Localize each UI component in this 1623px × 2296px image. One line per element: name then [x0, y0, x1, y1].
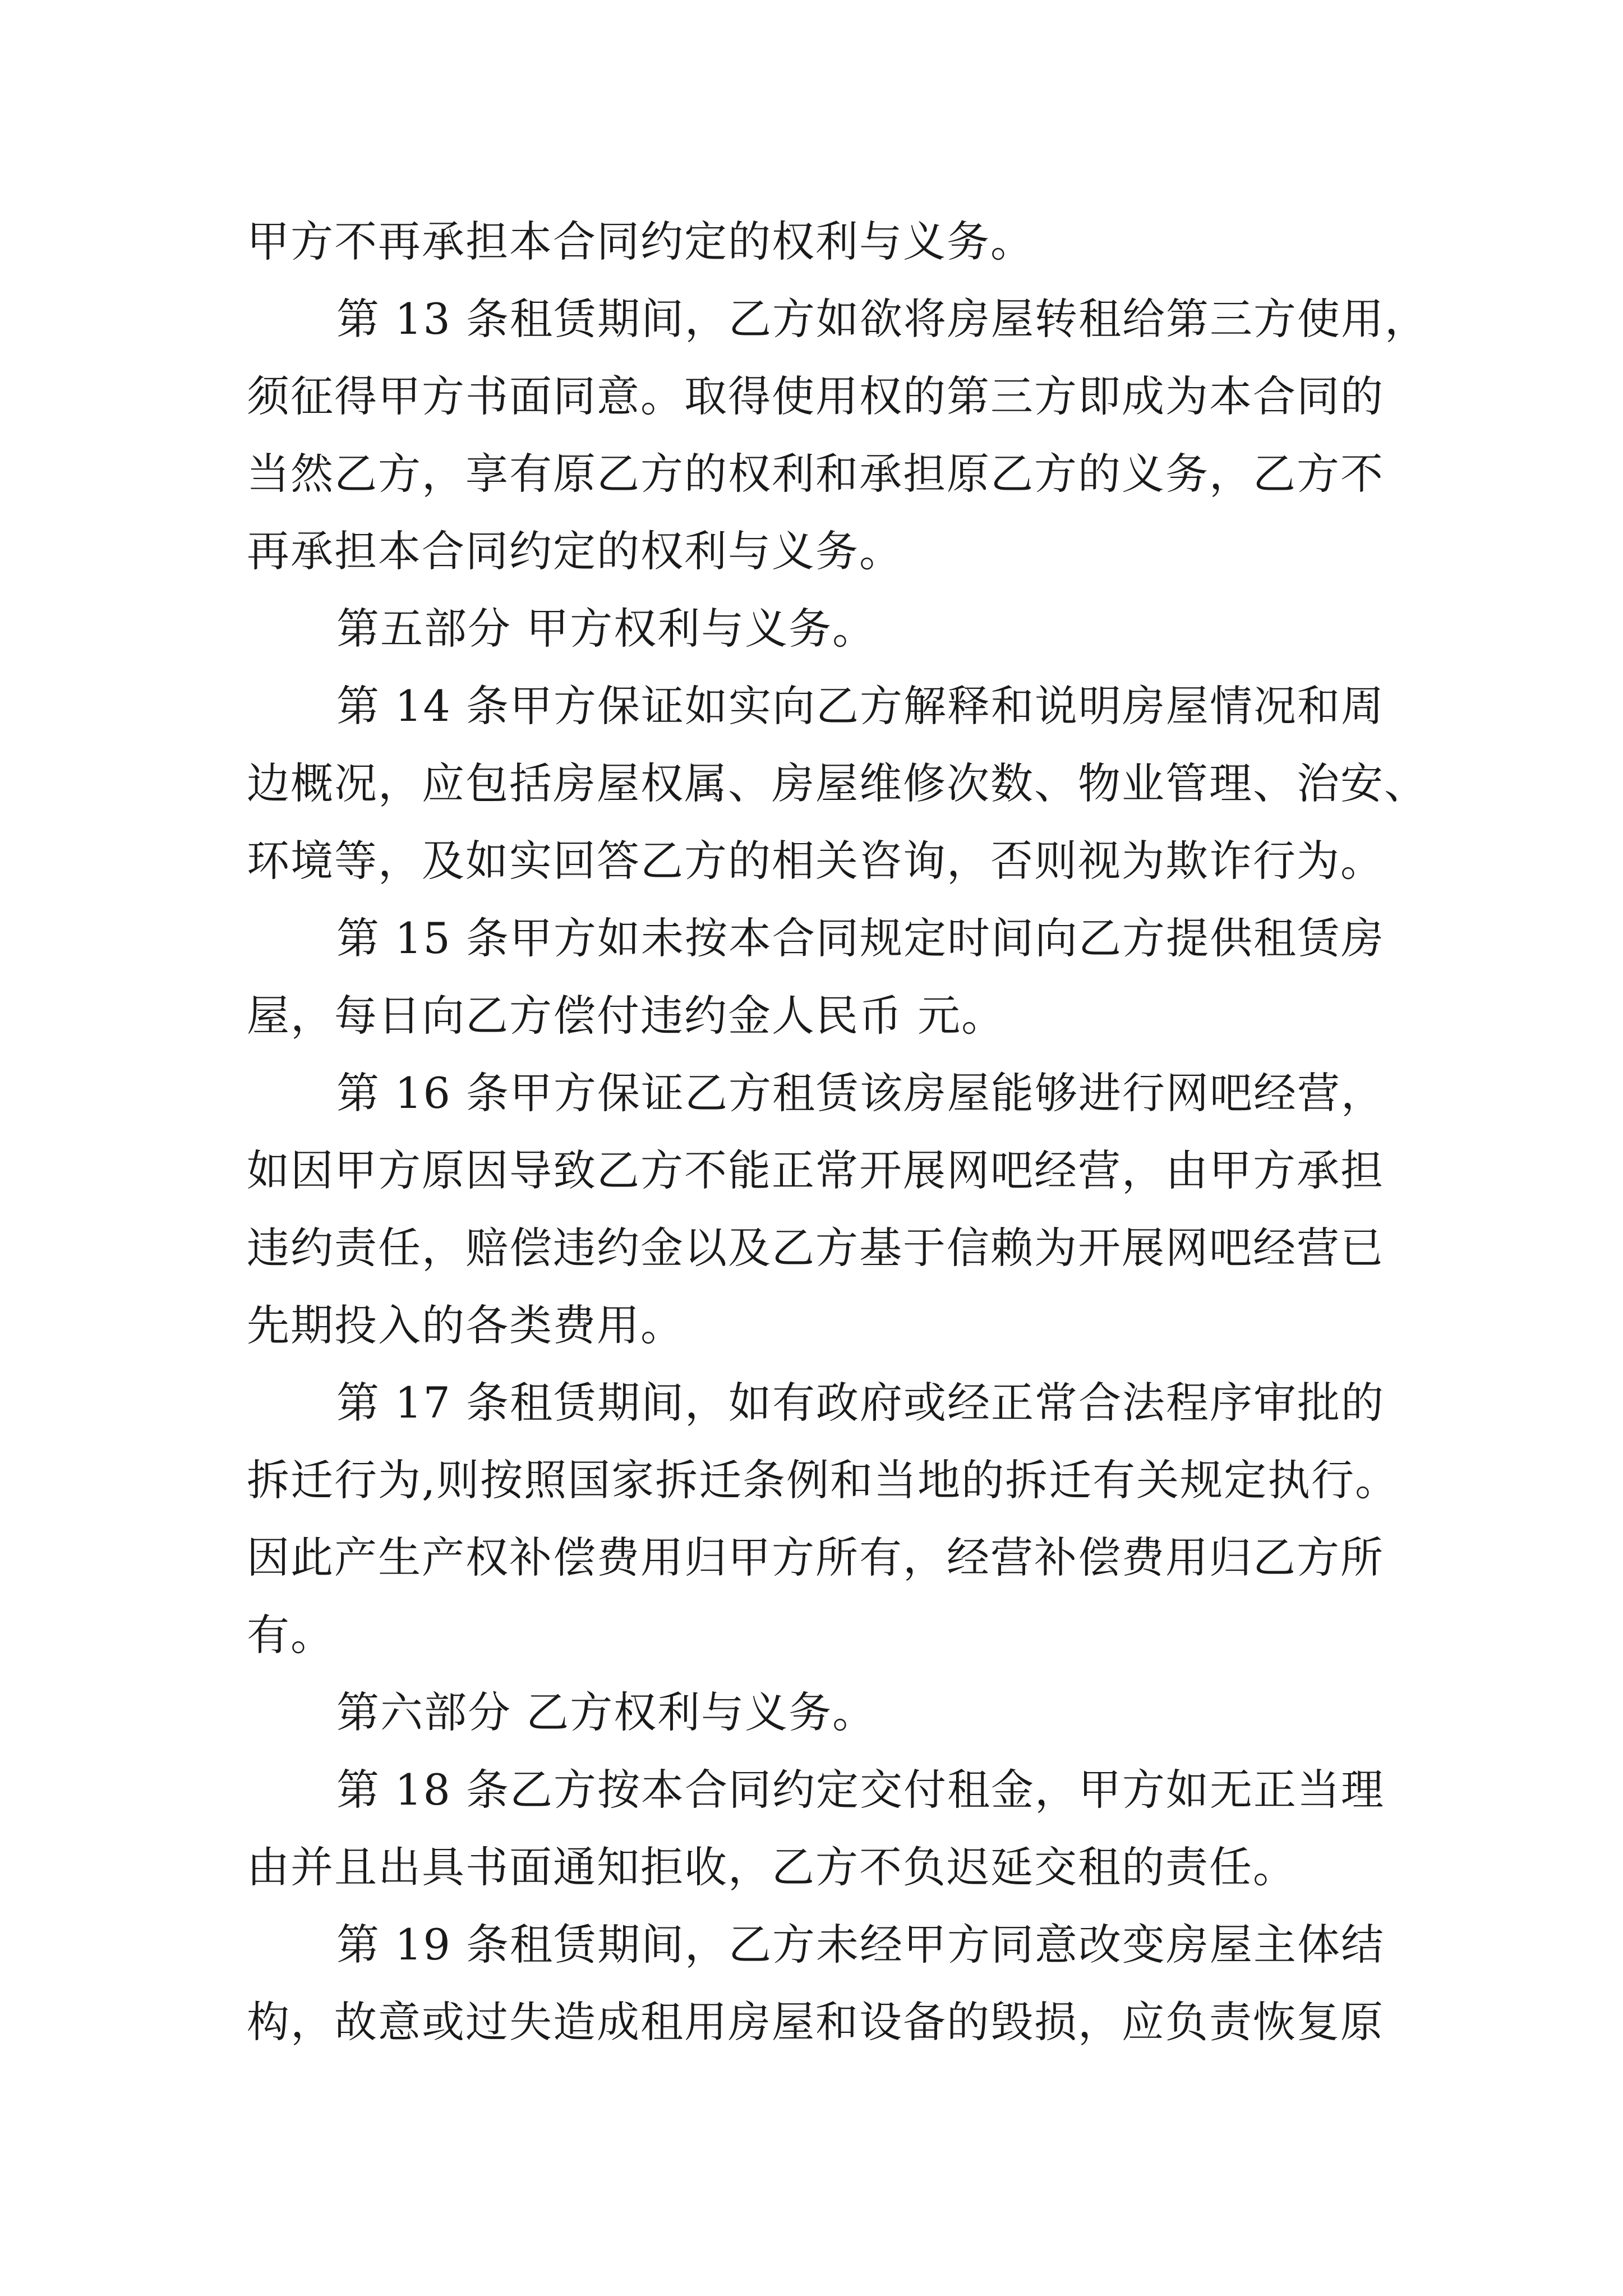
text-line: 拆迁行为,则按照国家拆迁条例和当地的拆迁有关规定执行。 — [247, 1455, 1399, 1505]
text-line: 当然乙方，享有原乙方的权利和承担原乙方的义务，乙方不 — [247, 449, 1384, 499]
text-line: 第 18 条乙方按本合同约定交付租金，甲方如无正当理 — [336, 1765, 1385, 1815]
text-line: 甲方不再承担本合同约定的权利与义务。 — [247, 217, 1034, 266]
article-14-paragraph — [247, 668, 1428, 900]
text-line: 须征得甲方书面同意。取得使用权的第三方即成为本合同的 — [247, 371, 1384, 421]
section-heading: 第五部分 甲方权利与义务。 — [336, 604, 877, 654]
article-16-paragraph — [247, 1055, 1399, 1364]
article-13-paragraph — [247, 280, 1429, 590]
part-6-heading — [247, 1674, 1399, 1751]
article-18-paragraph — [247, 1751, 1399, 1906]
text-line: 构，故意或过失造成租用房屋和设备的毁损，应负责恢复原 — [247, 1997, 1384, 2047]
text-line: 第 14 条甲方保证如实向乙方解释和说明房屋情况和周 — [336, 681, 1385, 731]
part-5-heading — [247, 590, 1399, 668]
paragraph-continuation — [247, 203, 1399, 280]
article-17-paragraph — [247, 1364, 1399, 1674]
text-line: 如因甲方原因导致乙方不能正常开展网吧经营，由甲方承担 — [247, 1145, 1384, 1195]
document-body — [247, 203, 1429, 2061]
text-line: 因此产生产权补偿费用归甲方所有，经营补偿费用归乙方所 — [247, 1533, 1384, 1582]
text-line: 由并且出具书面通知拒收，乙方不负迟延交租的责任。 — [247, 1842, 1297, 1892]
section-heading: 第六部分 乙方权利与义务。 — [336, 1687, 877, 1737]
text-line: 再承担本合同约定的权利与义务。 — [247, 526, 903, 576]
article-15-paragraph — [247, 900, 1399, 1055]
article-19-paragraph — [247, 1906, 1399, 2061]
text-line: 违约责任，赔偿违约金以及乙方基于信赖为开展网吧经营已 — [247, 1223, 1384, 1273]
text-line: 环境等，及如实回答乙方的相关咨询，否则视为欺诈行为。 — [247, 836, 1384, 886]
text-line: 先期投入的各类费用。 — [247, 1300, 684, 1350]
text-line: 第 19 条租赁期间，乙方未经甲方同意改变房屋主体结 — [336, 1920, 1385, 1970]
text-line: 第 15 条甲方如未按本合同规定时间向乙方提供租赁房 — [336, 913, 1385, 963]
text-line: 屋，每日向乙方偿付违约金人民币 元。 — [247, 991, 1006, 1041]
text-line: 第 16 条甲方保证乙方租赁该房屋能够进行网吧经营， — [336, 1068, 1385, 1118]
text-line: 有。 — [247, 1610, 334, 1660]
text-line: 第 17 条租赁期间，如有政府或经正常合法程序审批的 — [336, 1378, 1385, 1428]
text-line: 边概况，应包括房屋权属、房屋维修次数、物业管理、治安、 — [247, 758, 1428, 808]
text-line: 第 13 条租赁期间，乙方如欲将房屋转租给第三方使用， — [336, 294, 1429, 344]
